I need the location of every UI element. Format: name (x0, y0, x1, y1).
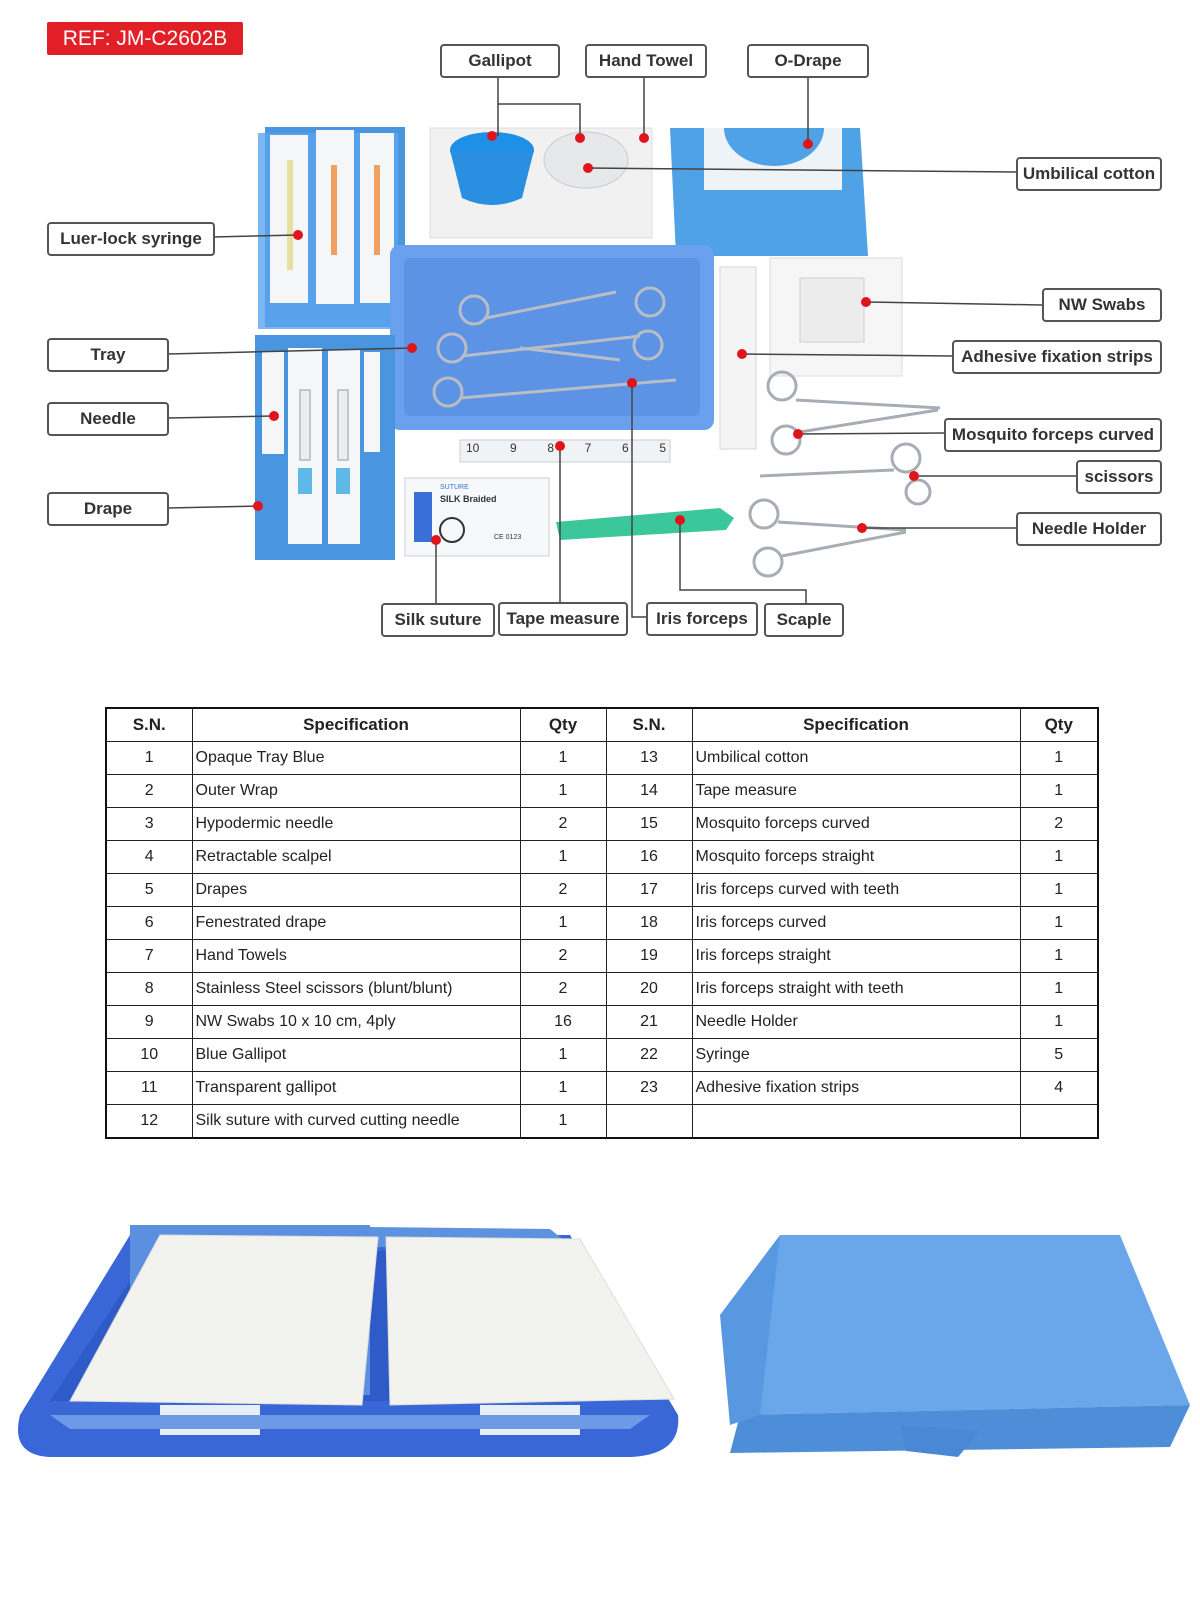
cell-spec: Hypodermic needle (192, 808, 520, 841)
cell-spec: Iris forceps curved with teeth (692, 874, 1020, 907)
cell-spec: Iris forceps curved (692, 907, 1020, 940)
cell-sn: 12 (106, 1105, 192, 1139)
cell-qty: 5 (1020, 1039, 1098, 1072)
table-row (106, 808, 1098, 841)
tape-number: 8 (547, 441, 555, 455)
table-row (106, 1072, 1098, 1105)
callout-o-drape: O-Drape (747, 44, 869, 78)
cell-qty: 1 (520, 907, 606, 940)
cell-sn: 2 (106, 775, 192, 808)
cell-qty: 1 (520, 841, 606, 874)
cell-spec: Stainless Steel scissors (blunt/blunt) (192, 973, 520, 1006)
cell-sn: 14 (606, 775, 692, 808)
callout-needle: Needle (47, 402, 169, 436)
cell-sn: 17 (606, 874, 692, 907)
packaged-tray-photo (10, 1215, 690, 1495)
cell-qty: 1 (520, 1072, 606, 1105)
callout-adhesive-fixation-strips: Adhesive fixation strips (952, 340, 1162, 374)
ref-badge: REF: JM-C2602B (47, 22, 243, 55)
cell-qty: 2 (520, 973, 606, 1006)
callout-nw-swabs: NW Swabs (1042, 288, 1162, 322)
table-row (106, 841, 1098, 874)
tape-number: 5 (659, 441, 666, 455)
cell-spec: Umbilical cotton (692, 742, 1020, 775)
table-row (106, 1039, 1098, 1072)
cell-spec: Transparent gallipot (192, 1072, 520, 1105)
callout-tray: Tray (47, 338, 169, 372)
table-row (106, 742, 1098, 775)
suture-pack-name: SILK Braided (440, 494, 497, 504)
cell-qty: 16 (520, 1006, 606, 1039)
cell-spec: Needle Holder (692, 1006, 1020, 1039)
cell-sn: 1 (106, 742, 192, 775)
cell-spec: Retractable scalpel (192, 841, 520, 874)
callout-hand-towel: Hand Towel (585, 44, 707, 78)
cell-sn: 20 (606, 973, 692, 1006)
cell-spec: Fenestrated drape (192, 907, 520, 940)
cell-sn: 3 (106, 808, 192, 841)
table-row (106, 775, 1098, 808)
cell-sn: 8 (106, 973, 192, 1006)
suture-pack-brand: SUTURE (440, 484, 469, 491)
header-sn: S.N. (106, 708, 192, 742)
specification-table (105, 707, 1099, 1139)
cell-sn: 6 (106, 907, 192, 940)
cell-qty: 1 (1020, 907, 1098, 940)
header-qty: Qty (1020, 708, 1098, 742)
cell-qty: 4 (1020, 1072, 1098, 1105)
table-row (106, 1006, 1098, 1039)
wrapped-kit-photo (720, 1225, 1195, 1475)
cell-sn: 13 (606, 742, 692, 775)
cell-sn: 22 (606, 1039, 692, 1072)
cell-qty: 1 (1020, 775, 1098, 808)
cell-spec: Opaque Tray Blue (192, 742, 520, 775)
cell-spec: Iris forceps straight (692, 940, 1020, 973)
cell-spec: Drapes (192, 874, 520, 907)
header-qty: Qty (520, 708, 606, 742)
cell-spec: Mosquito forceps curved (692, 808, 1020, 841)
cell-sn: 21 (606, 1006, 692, 1039)
callout-tape-measure: Tape measure (498, 602, 628, 636)
callout-gallipot: Gallipot (440, 44, 560, 78)
cell-sn: 18 (606, 907, 692, 940)
cell-spec (692, 1105, 1020, 1139)
callout-drape: Drape (47, 492, 169, 526)
cell-spec: Silk suture with curved cutting needle (192, 1105, 520, 1139)
callout-scaple: Scaple (764, 603, 844, 637)
callout-silk-suture: Silk suture (381, 603, 495, 637)
cell-sn (606, 1105, 692, 1139)
cell-spec: Outer Wrap (192, 775, 520, 808)
cell-spec: Adhesive fixation strips (692, 1072, 1020, 1105)
cell-qty: 1 (1020, 742, 1098, 775)
callout-luer-lock-syringe: Luer-lock syringe (47, 222, 215, 256)
tape-number: 10 (466, 441, 480, 455)
table-row (106, 973, 1098, 1006)
callout-umbilical-cotton: Umbilical cotton (1016, 157, 1162, 191)
cell-qty: 1 (1020, 874, 1098, 907)
cell-sn: 11 (106, 1072, 192, 1105)
cell-spec: Blue Gallipot (192, 1039, 520, 1072)
cell-spec: Iris forceps straight with teeth (692, 973, 1020, 1006)
cell-spec: Tape measure (692, 775, 1020, 808)
cell-spec: Hand Towels (192, 940, 520, 973)
cell-sn: 10 (106, 1039, 192, 1072)
cell-sn: 23 (606, 1072, 692, 1105)
cell-qty: 1 (1020, 940, 1098, 973)
cell-qty: 1 (1020, 973, 1098, 1006)
cell-qty: 1 (520, 775, 606, 808)
cell-sn: 16 (606, 841, 692, 874)
callout-iris-forceps: Iris forceps (646, 602, 758, 636)
cell-spec: NW Swabs 10 x 10 cm, 4ply (192, 1006, 520, 1039)
cell-qty: 1 (1020, 841, 1098, 874)
cell-sn: 9 (106, 1006, 192, 1039)
callout-needle-holder: Needle Holder (1016, 512, 1162, 546)
cell-sn: 19 (606, 940, 692, 973)
tape-measure-numbers (466, 441, 666, 455)
cell-spec: Mosquito forceps straight (692, 841, 1020, 874)
table-header-row (106, 708, 1098, 742)
tape-number: 7 (584, 441, 592, 455)
callout-scissors: scissors (1076, 460, 1162, 494)
table-row (106, 940, 1098, 973)
cell-qty: 1 (520, 1105, 606, 1139)
cell-qty: 2 (520, 940, 606, 973)
cell-qty: 2 (1020, 808, 1098, 841)
table-row (106, 1105, 1098, 1139)
tape-number: 6 (621, 441, 629, 455)
cell-qty: 2 (520, 874, 606, 907)
cell-qty: 1 (520, 742, 606, 775)
callout-mosquito-forceps-curved: Mosquito forceps curved (944, 418, 1162, 452)
cell-sn: 15 (606, 808, 692, 841)
table-row (106, 874, 1098, 907)
suture-pack-ce: CE 0123 (494, 534, 522, 541)
cell-spec: Syringe (692, 1039, 1020, 1072)
cell-qty (1020, 1105, 1098, 1139)
cell-sn: 7 (106, 940, 192, 973)
cell-qty: 1 (1020, 1006, 1098, 1039)
cell-sn: 4 (106, 841, 192, 874)
header-sn: S.N. (606, 708, 692, 742)
table-row (106, 907, 1098, 940)
header-spec: Specification (692, 708, 1020, 742)
cell-sn: 5 (106, 874, 192, 907)
cell-qty: 1 (520, 1039, 606, 1072)
header-spec: Specification (192, 708, 520, 742)
tape-number: 9 (510, 441, 517, 455)
cell-qty: 2 (520, 808, 606, 841)
